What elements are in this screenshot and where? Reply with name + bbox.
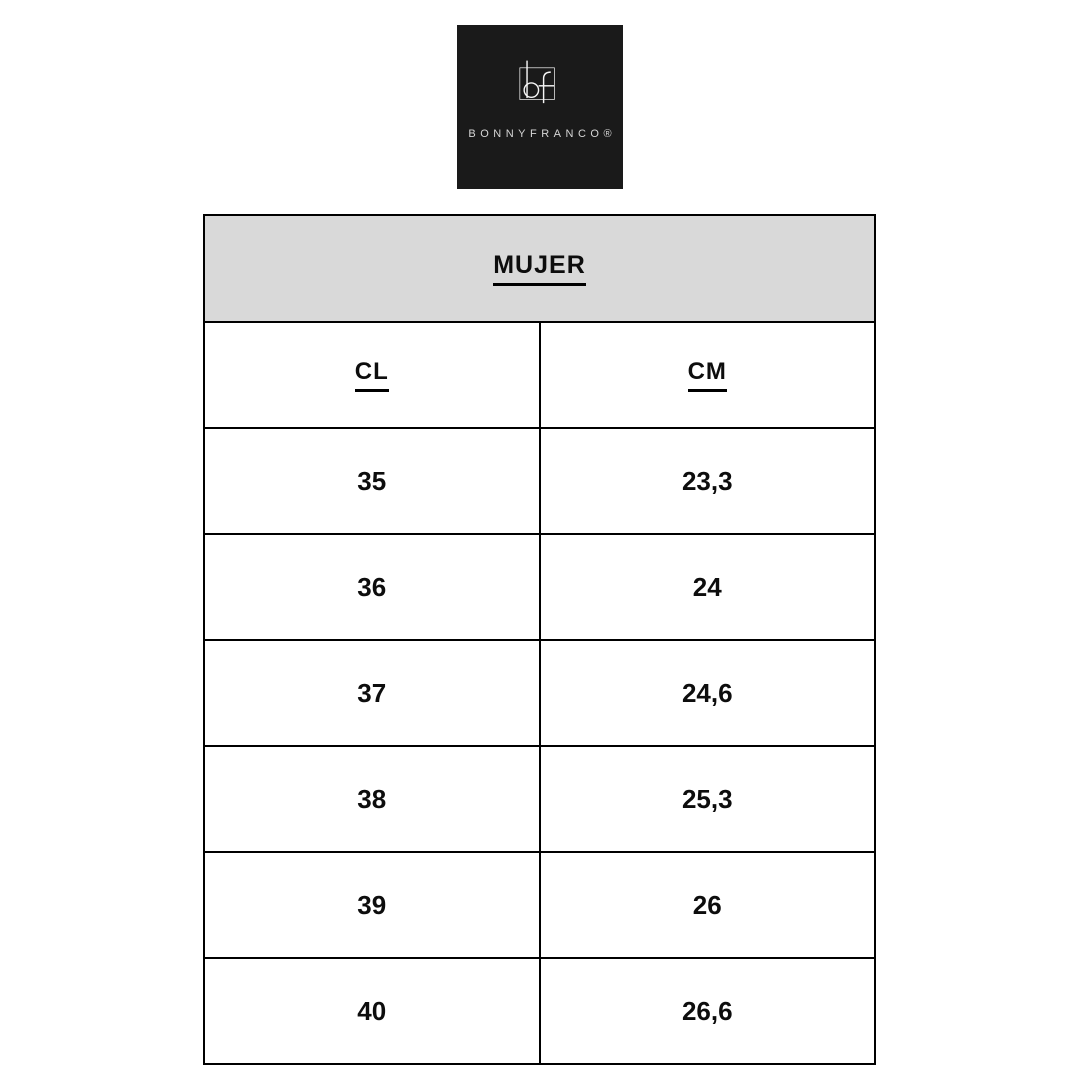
cell-size-cl: 40: [204, 958, 540, 1064]
cell-size-cm: 25,3: [540, 746, 876, 852]
brand-logo: [457, 25, 623, 189]
table-row: [204, 428, 875, 534]
table-row: [204, 852, 875, 958]
brand-name: BONNYFRANCO®: [468, 128, 617, 140]
table-row: [204, 640, 875, 746]
table-row: [204, 958, 875, 1064]
column-header-cm: CM: [688, 358, 727, 392]
cell-size-cm: 23,3: [540, 428, 876, 534]
table-title-cell: [204, 215, 875, 322]
cell-size-cl: 37: [204, 640, 540, 746]
table-row: [204, 534, 875, 640]
table-header-row: [204, 322, 875, 428]
cell-size-cl: 36: [204, 534, 540, 640]
size-chart-table: [203, 214, 876, 1065]
column-header-cl-cell: [204, 322, 540, 428]
cell-size-cm: 26,6: [540, 958, 876, 1064]
table-title: MUJER: [493, 251, 586, 286]
cell-size-cm: 26: [540, 852, 876, 958]
bf-monogram-icon: [502, 57, 578, 129]
table-row: [204, 746, 875, 852]
cell-size-cl: 35: [204, 428, 540, 534]
cell-size-cl: 38: [204, 746, 540, 852]
cell-size-cl: 39: [204, 852, 540, 958]
column-header-cm-cell: [540, 322, 876, 428]
table-title-row: [204, 215, 875, 322]
cell-size-cm: 24,6: [540, 640, 876, 746]
cell-size-cm: 24: [540, 534, 876, 640]
column-header-cl: CL: [355, 358, 389, 392]
